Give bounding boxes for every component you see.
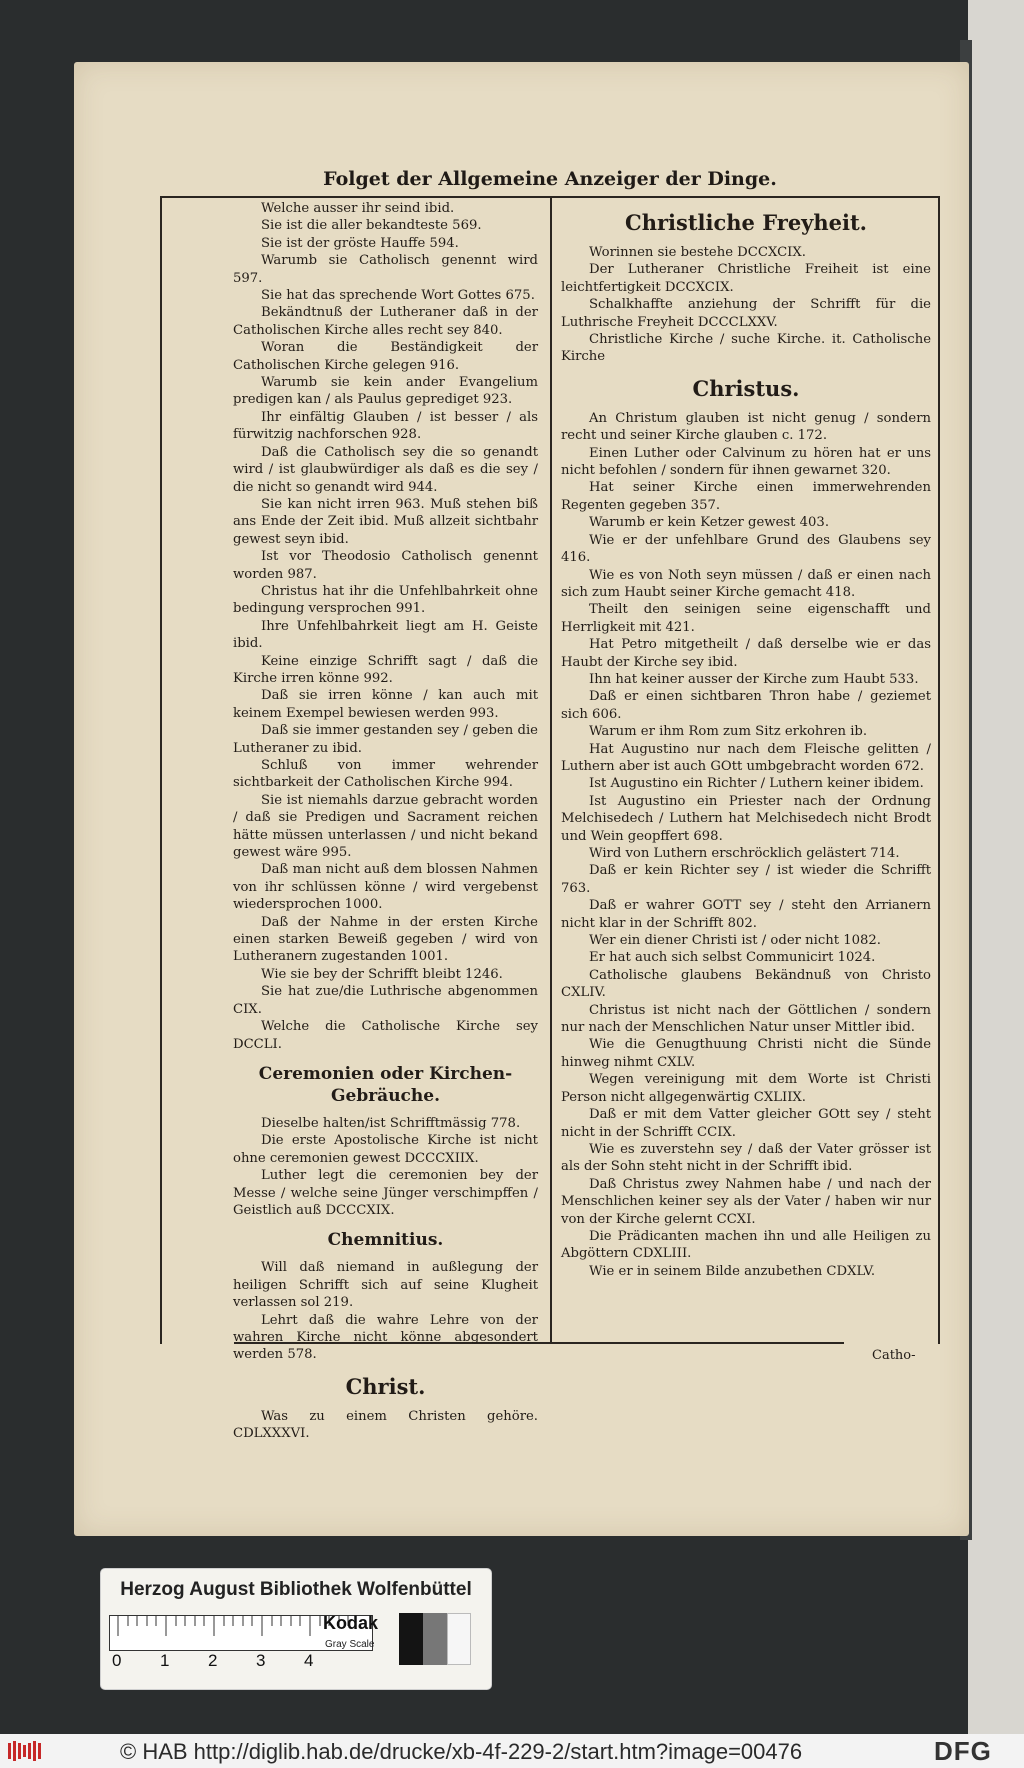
index-entry: Der Lutheraner Christliche Freiheit ist eine leichtfertigkeit DCCXCIX. [561, 262, 931, 295]
ruler-number-4: 4 [304, 1651, 314, 1670]
index-entry: Ihre Unfehlbahrkeit liegt am H. Geiste ibid. [233, 618, 538, 652]
index-entry: Sie ist die aller bekandteste 569. [261, 218, 482, 234]
section-heading: Christliche Freyheit. [624, 210, 867, 235]
index-entry: Will daß niemand in außlegung der heiligen Schrifft sich auf seine Klugheit verlassen sol 219. [233, 1260, 538, 1311]
index-entry: Wie die Genugthuung Christi nicht die Sünde hinweg nihmt CXLV. [561, 1037, 931, 1070]
kodak-brand: Kodak [323, 1613, 379, 1633]
gray-swatch-white [447, 1613, 471, 1665]
index-entry: Warum er ihm Rom zum Sitz erkohren ib. [589, 724, 868, 740]
index-entry: Daß man nicht auß dem blossen Nahmen von ihr schlüssen könne / wird vergebenst wiedersprochen 1000. [233, 862, 538, 913]
index-entry: Einen Luther oder Calvinum zu hören hat er uns nicht befohlen / sondern für ihnen gewarnet 320. [561, 445, 931, 479]
gray-swatch-mid [423, 1613, 447, 1665]
section-heading: Christus. [692, 375, 800, 401]
index-entry: Wie er der unfehlbare Grund des Glaubens sey 416. [561, 532, 931, 566]
index-entry: Daß er wahrer GOTT sey / steht den Arrianern nicht klar in der Schrifft 802. [561, 898, 931, 931]
index-entry: Worinnen sie bestehe DCCXCIX. [589, 245, 806, 260]
index-entry: Daß der Nahme in der ersten Kirche einen starken Beweiß gegeben / wird von Lutheranern zugestanden 1001. [233, 914, 538, 965]
index-entry: Christus hat ihr die Unfehlbahrkeit ohne bedingung versprochen 991. [233, 583, 538, 617]
index-entry: Sie ist der gröste Hauffe 594. [261, 235, 459, 251]
index-entry: Wird von Luthern erschröcklich gelästert 714. [589, 846, 900, 861]
index-entry: Bekändtnuß der Lutheraner daß in der Catholischen Kirche alles recht sey 840. [233, 305, 538, 338]
index-entry: Lehrt daß die wahre Lehre von der wahren Kirche nicht könne abgesondert werden 578. [233, 1312, 538, 1363]
index-entry: Was zu einem Christen gehöre. CDLXXXVI. [233, 1408, 538, 1442]
gray-scale-label: Gray Scale [325, 1639, 375, 1650]
left-border [160, 196, 162, 1344]
index-entry: Hat seiner Kirche einen immerwehrenden Regenten gegeben 357. [561, 480, 931, 513]
ruler-number-0: 0 [112, 1651, 122, 1670]
index-entry: Daß Christus zwey Nahmen habe / und nach der Menschlichen keiner sey als der Vater / haben wir nur von der Kirche gelernt CCXI. [561, 1176, 931, 1227]
catchword: Catho- [872, 1348, 916, 1363]
index-entry: Daß er mit dem Vatter gleicher GOtt sey / steht nicht in der Schrifft CCIX. [561, 1107, 931, 1140]
index-entry: Luther legt die ceremonien bey der Messe / welche seine Jünger verschimpffen / Geistlich auß DCCCXIX. [233, 1168, 538, 1218]
index-entry: Ist Augustino ein Priester nach der Ordnung Melchisedech / Luthern hat Melchisedech nicht Brodt und Wein geopffert 698. [561, 793, 931, 844]
index-entry: Warumb sie Catholisch genennt wird 597. [233, 253, 538, 286]
index-entry: Daß die Catholisch sey die so genandt wird / ist glaubwürdiger als daß es die sey / die nicht so genandt wird 944. [233, 444, 538, 495]
section-heading: Christ. [345, 1373, 426, 1399]
index-entry: An Christum glauben ist nicht genug / sondern recht und seiner Kirche glauben c. 172. [561, 410, 931, 444]
index-entry: Woran die Beständigkeit der Catholischen Kirche gelegen 916. [233, 340, 538, 373]
page-header: Folget der Allgemeine Anzeiger der Dinge. [323, 168, 777, 190]
column-divider [550, 196, 552, 1342]
index-entry: Wie es zuverstehn sey / daß der Vater grösser ist als der Sohn steht nicht in der Schrifft ibid. [561, 1141, 931, 1175]
dfg-logo: DFG [934, 1736, 992, 1766]
index-entry: Christus ist nicht nach der Göttlichen / sondern nur nach der Menschlichen Natur unser Mittler ibid. [561, 1002, 931, 1036]
index-entry: Christliche Kirche / suche Kirche. it. Catholische Kirche [561, 332, 931, 365]
index-entry: Daß er einen sichtbaren Thron habe / geziemet sich 606. [561, 689, 931, 722]
index-entry: Ist Augustino ein Richter / Luthern keiner ibidem. [589, 776, 924, 792]
index-entry: Keine einzige Schrifft sagt / daß die Kirche irren könne 992. [233, 653, 538, 686]
index-entry: Wer ein diener Christi ist / oder nicht 1082. [589, 933, 881, 949]
viewer-footer [0, 1734, 1024, 1768]
index-entry: Wie er in seinem Bilde anzubethen CDXLV. [589, 1263, 876, 1279]
right-border [938, 196, 940, 1344]
gray-swatch-black [399, 1613, 423, 1665]
adjacent-page-edge [968, 0, 1024, 1768]
section-heading: Ceremonien oder Kirchen-Gebräuche. [258, 1063, 513, 1106]
page-frame [160, 162, 940, 1442]
index-entry: Welche die Catholische Kirche sey DCCLI. [233, 1019, 538, 1052]
left-column [233, 200, 538, 1443]
ruler-number-3: 3 [256, 1651, 266, 1670]
index-entry: Welche ausser ihr seind ibid. [261, 201, 455, 216]
index-entry: Sie hat das sprechende Wort Gottes 675. [261, 288, 535, 304]
index-entry: Ihr einfältig Glauben / ist besser / als fürwitzig nachforschen 928. [233, 409, 538, 443]
source-link[interactable]: © HAB http://diglib.hab.de/drucke/xb-4f-229-2/start.htm?image=00476 [120, 1739, 803, 1764]
index-entry: Wie es von Noth seyn müssen / daß er einen nach sich zum Haubt seiner Kirche gemacht 418. [561, 567, 931, 600]
index-entry: Daß er kein Richter sey / ist wieder die Schrifft 763. [561, 863, 931, 896]
index-entry: Hat Petro mitgetheilt / daß derselbe wie er das Haubt der Kirche sey ibid. [561, 637, 931, 670]
index-entry: Sie ist niemahls darzue gebracht worden / daß sie Predigen und Sacrament reichen hätte müssen unterlassen / und nicht bekand gewest wäre 995. [233, 792, 538, 861]
index-entry: Die Prädicanten machen ihn und alle Heiligen zu Abgöttern CDXLIII. [561, 1228, 931, 1262]
index-entry: Schluß von immer wehrender sichtbarkeit der Catholischen Kirche 994. [233, 758, 538, 791]
index-entry: Ihn hat keiner ausser der Kirche zum Haubt 533. [589, 671, 919, 687]
index-entry: Ist vor Theodosio Catholisch genennt worden 987. [233, 549, 538, 582]
right-column [561, 200, 931, 1280]
hab-logo-icon [6, 1739, 46, 1763]
index-entry: Sie hat zue/die Luthrische abgenommen CIX. [233, 984, 538, 1017]
index-entry: Die erste Apostolische Kirche ist nicht ohne ceremonien gewest DCCCXIIX. [233, 1133, 538, 1166]
index-entry: Dieselbe halten/ist Schrifftmässig 778. [261, 1115, 521, 1131]
index-entry: Wie sie bey der Schrifft bleibt 1246. [261, 966, 503, 982]
document-page [74, 62, 969, 1536]
index-entry: Hat Augustino nur nach dem Fleische gelitten / Luthern aber ist auch GOtt umbgebracht worden 672. [561, 741, 931, 774]
section-heading: Chemnitius. [327, 1230, 444, 1251]
index-entry: Daß sie irren könne / kan auch mit keinem Exempel bewiesen werden 993. [233, 688, 538, 721]
index-entry: Catholische glaubens Bekändnuß von Christo CXLIV. [561, 967, 931, 1001]
index-entry: Er hat auch sich selbst Communicirt 1024. [589, 950, 876, 966]
index-entry: Warumb sie kein ander Evangelium predigen kan / als Paulus geprediget 923. [233, 375, 538, 408]
index-entry: Schalkhaffte anziehung der Schrifft für die Luthrische Freyheit DCCCLXXV. [561, 297, 931, 330]
ruler-number-2: 2 [208, 1651, 218, 1670]
index-entry: Sie kan nicht irren 963. Muß stehen biß ans Ende der Zeit ibid. Muß allzeit sichtbahr gewest seyn ibid. [233, 496, 538, 547]
index-entry: Warumb er kein Ketzer gewest 403. [589, 515, 830, 531]
index-entry: Daß sie immer gestanden sey / geben die Lutheraner zu ibid. [233, 723, 538, 756]
library-color-card [101, 1569, 491, 1689]
index-entry: Wegen vereinigung mit dem Worte ist Christi Person nicht allgegenwärtig CXLIIX. [561, 1072, 931, 1105]
library-name: Herzog August Bibliothek Wolfenbüttel [120, 1579, 472, 1600]
index-entry: Theilt den seinigen seine eigenschafft und Herrligkeit mit 421. [561, 602, 931, 635]
ruler-number-1: 1 [160, 1651, 170, 1670]
